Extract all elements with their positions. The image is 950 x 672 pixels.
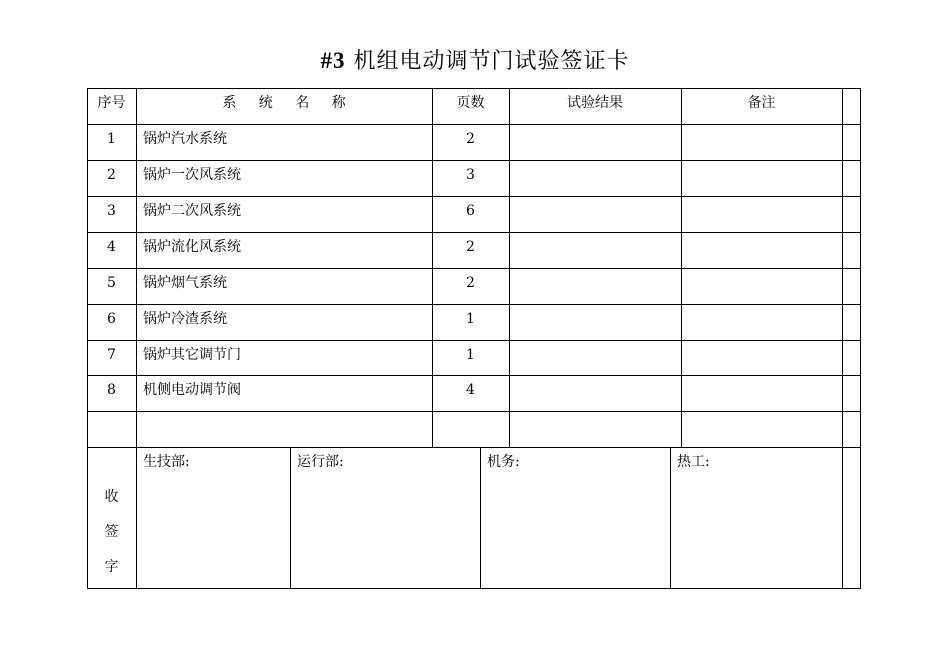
col-divider — [480, 447, 481, 588]
row-seq: 5 — [107, 275, 116, 291]
sign-label-char: 字 — [104, 559, 119, 575]
row-system-name: 锅炉冷渣系统 — [143, 311, 227, 327]
row-divider — [87, 232, 861, 233]
row-seq: 8 — [107, 382, 116, 398]
row-pages: 6 — [466, 203, 475, 219]
row-seq: 6 — [107, 311, 116, 327]
row-pages: 1 — [466, 347, 475, 363]
row-divider — [87, 268, 861, 269]
row-system-name: 锅炉流化风系统 — [143, 239, 241, 255]
row-divider — [87, 160, 861, 161]
row-system-name: 锅炉汽水系统 — [143, 131, 227, 147]
table-border-top — [87, 88, 861, 89]
row-divider — [87, 447, 861, 448]
row-pages: 4 — [466, 382, 475, 398]
sign-label-char: 收 — [104, 489, 119, 505]
row-pages: 3 — [466, 167, 475, 183]
sign-thermal: 热工: — [677, 454, 710, 470]
row-system-name: 锅炉一次风系统 — [143, 167, 241, 183]
row-divider — [87, 124, 861, 125]
col-divider — [842, 88, 843, 447]
col-divider — [136, 88, 137, 588]
row-system-name: 锅炉二次风系统 — [143, 203, 241, 219]
col-divider — [290, 447, 291, 588]
table-border-right — [860, 88, 861, 589]
row-divider — [87, 411, 861, 412]
title-unit-number: #3 — [320, 48, 346, 73]
header-seq: 序号 — [97, 95, 126, 111]
table-border-left — [87, 88, 88, 589]
row-pages: 2 — [466, 131, 475, 147]
header-system-name: 系 统 名 称 — [222, 95, 346, 111]
row-divider — [87, 304, 861, 305]
row-seq: 7 — [107, 347, 116, 363]
row-pages: 1 — [466, 311, 475, 327]
row-pages: 2 — [466, 275, 475, 291]
row-system-name: 锅炉烟气系统 — [143, 275, 227, 291]
col-divider — [681, 88, 682, 447]
row-divider — [87, 375, 861, 376]
header-result: 试验结果 — [567, 95, 623, 111]
header-remark: 备注 — [747, 95, 776, 111]
row-system-name: 锅炉其它调节门 — [143, 347, 241, 363]
row-seq: 1 — [107, 131, 116, 147]
row-divider — [87, 340, 861, 341]
sign-label-char: 签 — [104, 524, 119, 540]
header-pages: 页数 — [456, 95, 485, 111]
title-text: 机组电动调节门试验签证卡 — [353, 49, 630, 74]
row-system-name: 机侧电动调节阀 — [143, 382, 241, 398]
row-seq: 2 — [107, 167, 116, 183]
row-seq: 4 — [107, 239, 116, 255]
row-pages: 2 — [466, 239, 475, 255]
sign-mechanical: 机务: — [487, 454, 520, 470]
col-divider — [509, 88, 510, 447]
row-seq: 3 — [107, 203, 116, 219]
col-divider — [670, 447, 671, 588]
table-border-bottom — [87, 588, 861, 589]
sign-tech-dept: 生技部: — [143, 454, 190, 470]
row-divider — [87, 196, 861, 197]
col-divider — [842, 447, 843, 588]
sign-operations-dept: 运行部: — [297, 454, 344, 470]
